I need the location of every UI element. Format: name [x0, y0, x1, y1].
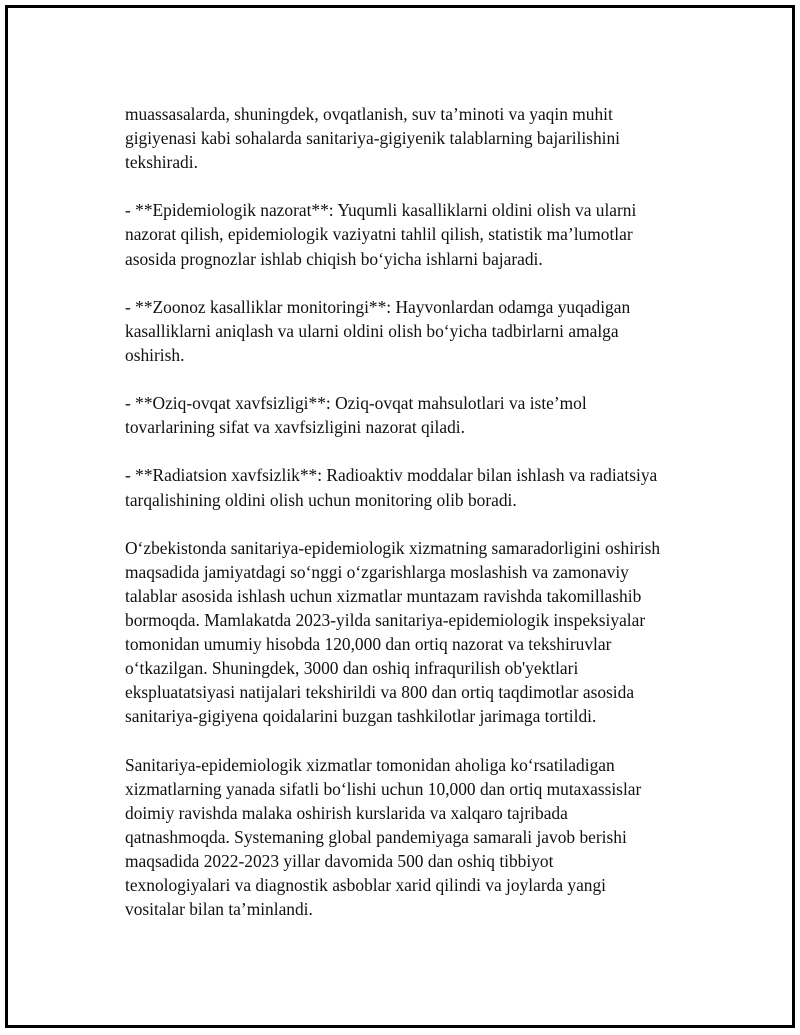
- paragraph-samaradorlik: O‘zbekistonda sanitariya-epidemiologik xizmatning samaradorligini oshirish maqsadida jamiyatdagi so‘nggi o‘zgarishlarga moslashish va zamonaviy talablar asosida ishlash uchun xizmatlar muntazam ravishda takomillashib bormoqda. Mamlakatda 2023-yilda sanitariya-epidemiologik inspeksiyalar tomonidan umumiy hisobda 120,000 dan ortiq nazorat va tekshiruvlar o‘tkazilgan. Shuningdek, 3000 dan oshiq infraqurilish ob'yektlari ekspluatatsiyasi natijalari tekshirildi va 800 dan ortiq taqdimotlar asosida sanitariya-gigiyena qoidalarini buzgan tashkilotlar jarimaga tortildi.: [125, 537, 661, 727]
- paragraph-malaka-oshirish: Sanitariya-epidemiologik xizmatlar tomonidan aholiga ko‘rsatiladigan xizmatlarning yanada sifatli bo‘lishi uchun 10,000 dan ortiq mutaxassislar doimiy ravishda malaka oshirish kurslarida va xalqaro tajribada qatnashmoqda. Systemaning global pandemiyaga samarali javob berishi maqsadida 2022-2023 yillar davomida 500 dan oshiq tibbiyot texnologiyalari va diagnostik asboblar xarid qilindi va joylarda yangi vositalar bilan ta’minlandi.: [125, 754, 642, 920]
- list-item-oziq-ovqat-xavfsizligi: - **Oziq-ovqat xavfsizligi**: Oziq-ovqat mahsulotlari va iste’mol tovarlarining sifat va xavfsizligini nazorat qiladi.: [125, 393, 587, 438]
- page-frame: [5, 5, 795, 1028]
- list-item-epidemiologik-nazorat: - **Epidemiologik nazorat**: Yuqumli kasalliklarni oldini olish va ularni nazorat qilish, epidemiologik vaziyatni tahlil qilish, statistik ma’lumotlar asosida prognozlar ishlab chiqish bo‘yicha ishlarni bajaradi.: [125, 200, 637, 269]
- list-item-zoonoz-monitoringi: - **Zoonoz kasalliklar monitoringi**: Hayvonlardan odamga yuqadigan kasalliklarni aniqlash va ularni oldini olish bo‘yicha tadbirlarni amalga oshirish.: [125, 296, 631, 365]
- paragraph-intro-continuation: muassasalarda, shuningdek, ovqatlanish, suv ta’minoti va yaqin muhit gigiyenasi kabi sohalarda sanitariya-gigiyenik talablarning bajarilishini tekshiradi.: [125, 104, 621, 173]
- document-body: [125, 102, 705, 945]
- list-item-radiatsion-xavfsizlik: - **Radiatsion xavfsizlik**: Radioaktiv moddalar bilan ishlash va radiatsiya tarqalishining oldini olish uchun monitoring olib boradi.: [125, 465, 658, 510]
